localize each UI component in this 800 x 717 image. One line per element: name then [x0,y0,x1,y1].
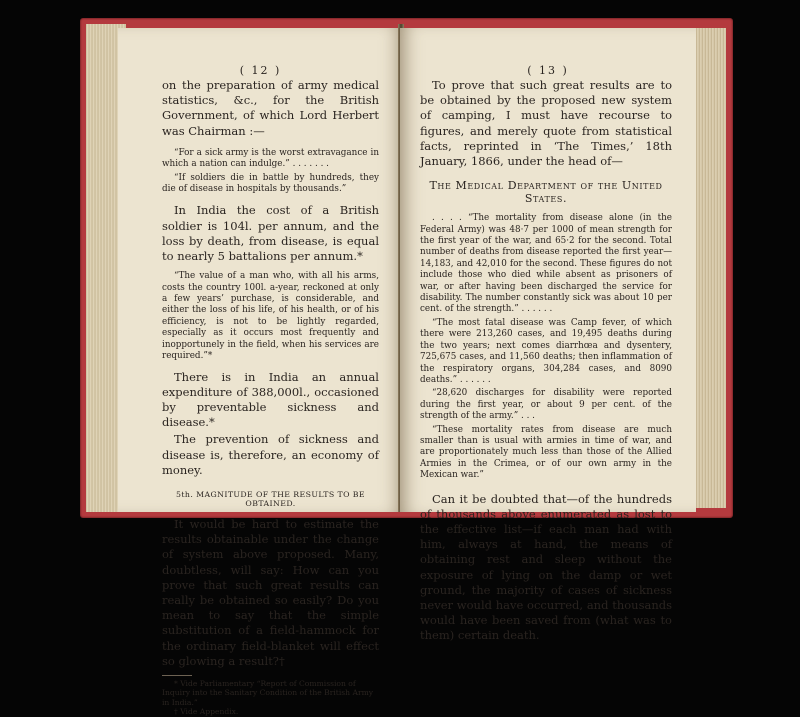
quote-sick-army: “For a sick army is the worst extravagance in which a nation can indulge.” . . . . . . . [162,147,379,170]
intro-paragraph-left: on the preparation of army medical statistics, &c., for the British Government, of which Lord Herbert was Chairman :— [162,78,379,138]
quote-camp-fever: “The most fatal disease was Camp fever, of which there were 213,260 cases, and 19,495 deaths during the two years; next comes diarrhœa and dysentery, 725,675 cases, and 11,560 deaths; then inflammation of the respiratory organs, 304,284 cases, and 8090 deaths.” . . . . . . [420,317,672,385]
quote-mortality: . . . . “The mortality from disease alone (in the Federal Army) was 48·7 per 1000 of mean strength for the first year of the war, and 65·2 for the second. Total number of deaths from disease reported the first year—14,183, and 42,010 for the second. These figures do not include those who died while absent as prisoners of war, or after having been discharged the service for disability. The number constantly sick was about 10 per cent. of the strength.” . . . . . . [420,213,672,315]
footnote-commission: * Vide Parliamentary “Report of Commission of Inquiry into the Sanitary Condition of the British Army in India.” [162,678,374,707]
quote-die-in-battle: “If soldiers die in battle by hundreds, they die of disease in hospitals by thousands.” [162,172,379,195]
page-number-right: ( 13 ) [527,64,569,77]
heading-medical-department: The Medical Department of the United States. [429,179,663,206]
paragraph-annual-expenditure: There is in India an annual expenditure of 388,000l., occasioned by preventable sickness and disease.* [162,369,379,430]
quote-discharges: “28,620 discharges for disability were reported during the first year, or about 9 per cent. of the strength of the army.” . . . [420,388,672,422]
paragraph-soldier-cost: In India the cost of a British soldier is 104l. per annum, and the loss by death, from disease, is equal to nearly 5 battalions per annum.* [162,203,379,264]
paragraph-prevention: The prevention of sickness and disease is, therefore, an economy of money. [162,432,379,477]
intro-paragraph-right: To prove that such great results are to be obtained by the proposed new system of camping, I must have recourse to figures, and merely quote from statistical facts, reprinted in ‘The Times,’ 18th January, 1866, under the head of— [420,78,672,169]
paragraph-conclusion: Can it be doubted that—of the hundreds of thousands above enumerated as lost to the effective list—if each man had with him, always at hand, the means of obtaining rest and sleep without the exposure of lying on the damp or wet ground, the majority of cases of sickness never would have occurred, and thousands would have been saved from (what was to them) certain death. [420,491,672,643]
quote-mortality-rates: “These mortality rates from disease are much smaller than is usual with armies in time of war, and are proportionately much less than those of the Allied Armies in the Crimea, or of our own army in the Mexican war.” [420,424,672,481]
left-page [118,28,403,717]
footnote-rule [162,675,192,676]
section-heading-magnitude: 5th. MAGNITUDE OF THE RESULTS TO BE OBTAINED. [176,489,365,508]
right-page [400,28,696,643]
footnote-appendix: † Vide Appendix. [174,707,239,717]
quote-value-of-man: “The value of a man who, with all his arms, costs the country 100l. a-year, reckoned at only a few years’ purchase, is considerable, and either the loss of his life, of his health, or of his efficiency, is not to be lightly regarded, especially as it occurs most frequently and inopportunely in the field, when his services are required.”* [162,271,379,362]
paragraph-results: It would be hard to estimate the results obtainable under the change of system above proposed. Many, doubtless, will say: How can you prove that such great results can really be obtained so easily? Do you mean to say that the simple substitution of a field-hammock for the ordinary field-blanket will effect so glowing a result?† [162,516,379,668]
page-number-left: ( 12 ) [239,64,282,77]
